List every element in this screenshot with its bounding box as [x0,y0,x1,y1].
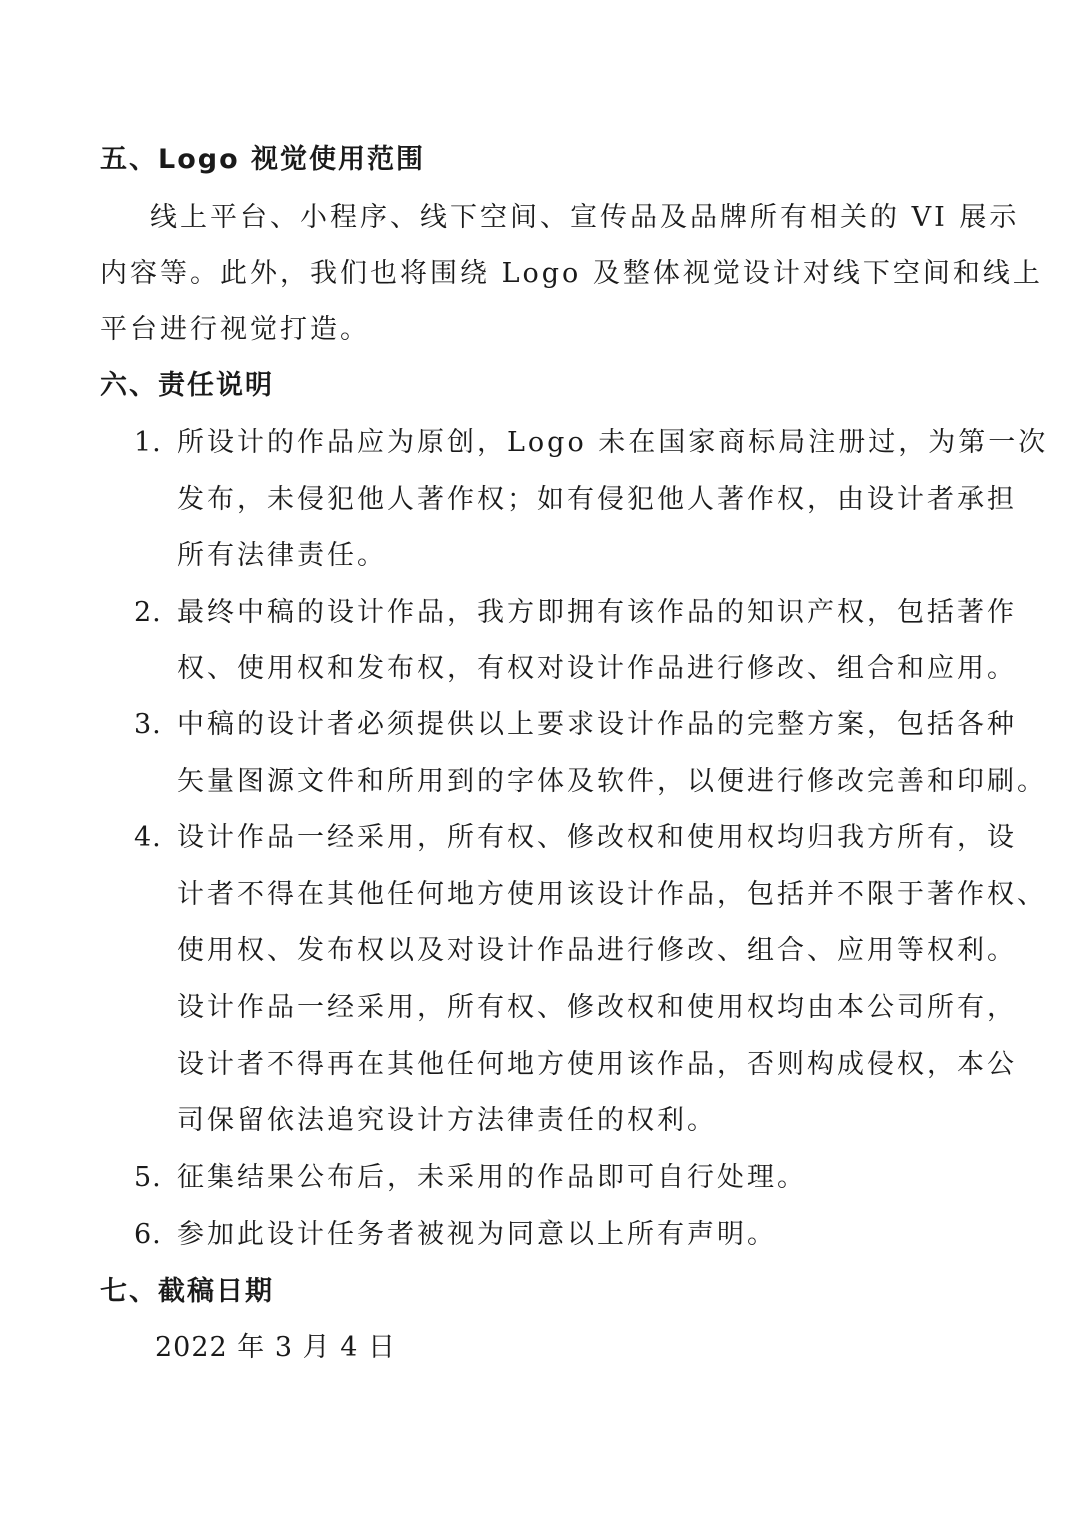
list-item-number: 5. [134,1162,162,1193]
list-item-line: 征集结果公布后，未采用的作品即可自行处理。 [177,1162,807,1193]
section-5-heading: 五、Logo 视觉使用范围 [100,144,426,175]
list-item-number: 1. [134,427,162,458]
list-item-number: 2. [134,597,162,628]
list-item-line: 设计作品一经采用，所有权、修改权和使用权均归我方所有，设 [177,822,1017,853]
section-5-paragraph-line: 平台进行视觉打造。 [100,314,370,345]
list-item-line: 司保留依法追究设计方法律责任的权利。 [177,1105,717,1136]
section-5-paragraph-line: 内容等。此外，我们也将围绕 Logo 及整体视觉设计对线下空间和线上 [100,258,1043,289]
list-item-line: 设计作品一经采用，所有权、修改权和使用权均由本公司所有， [177,992,1017,1023]
list-item-line: 所设计的作品应为原创，Logo 未在国家商标局注册过，为第一次 [177,427,1049,458]
list-item-line: 使用权、发布权以及对设计作品进行修改、组合、应用等权利。 [177,935,1017,966]
section-6-heading: 六、责任说明 [100,370,274,401]
list-item-line: 计者不得在其他任何地方使用该设计作品，包括并不限于著作权、 [177,879,1047,910]
list-item-line: 所有法律责任。 [177,540,387,571]
list-item-line: 权、使用权和发布权，有权对设计作品进行修改、组合和应用。 [177,653,1017,684]
list-item-line: 设计者不得再在其他任何地方使用该作品，否则构成侵权，本公 [177,1049,1017,1080]
list-item-number: 4. [134,822,162,853]
list-item-line: 最终中稿的设计作品，我方即拥有该作品的知识产权，包括著作 [177,597,1017,628]
list-item-line: 矢量图源文件和所用到的字体及软件，以便进行修改完善和印刷。 [177,766,1047,797]
list-item-line: 参加此设计任务者被视为同意以上所有声明。 [177,1219,777,1250]
list-item-number: 6. [134,1219,162,1250]
list-item-line: 发布，未侵犯他人著作权；如有侵犯他人著作权，由设计者承担 [177,484,1017,515]
section-5-paragraph-line: 线上平台、小程序、线下空间、宣传品及品牌所有相关的 VI 展示 [150,202,1020,233]
list-item-line: 中稿的设计者必须提供以上要求设计作品的完整方案，包括各种 [177,709,1017,740]
section-7-heading: 七、截稿日期 [100,1276,274,1307]
deadline-date: 2022 年 3 月 4 日 [155,1332,396,1363]
list-item-number: 3. [134,709,162,740]
